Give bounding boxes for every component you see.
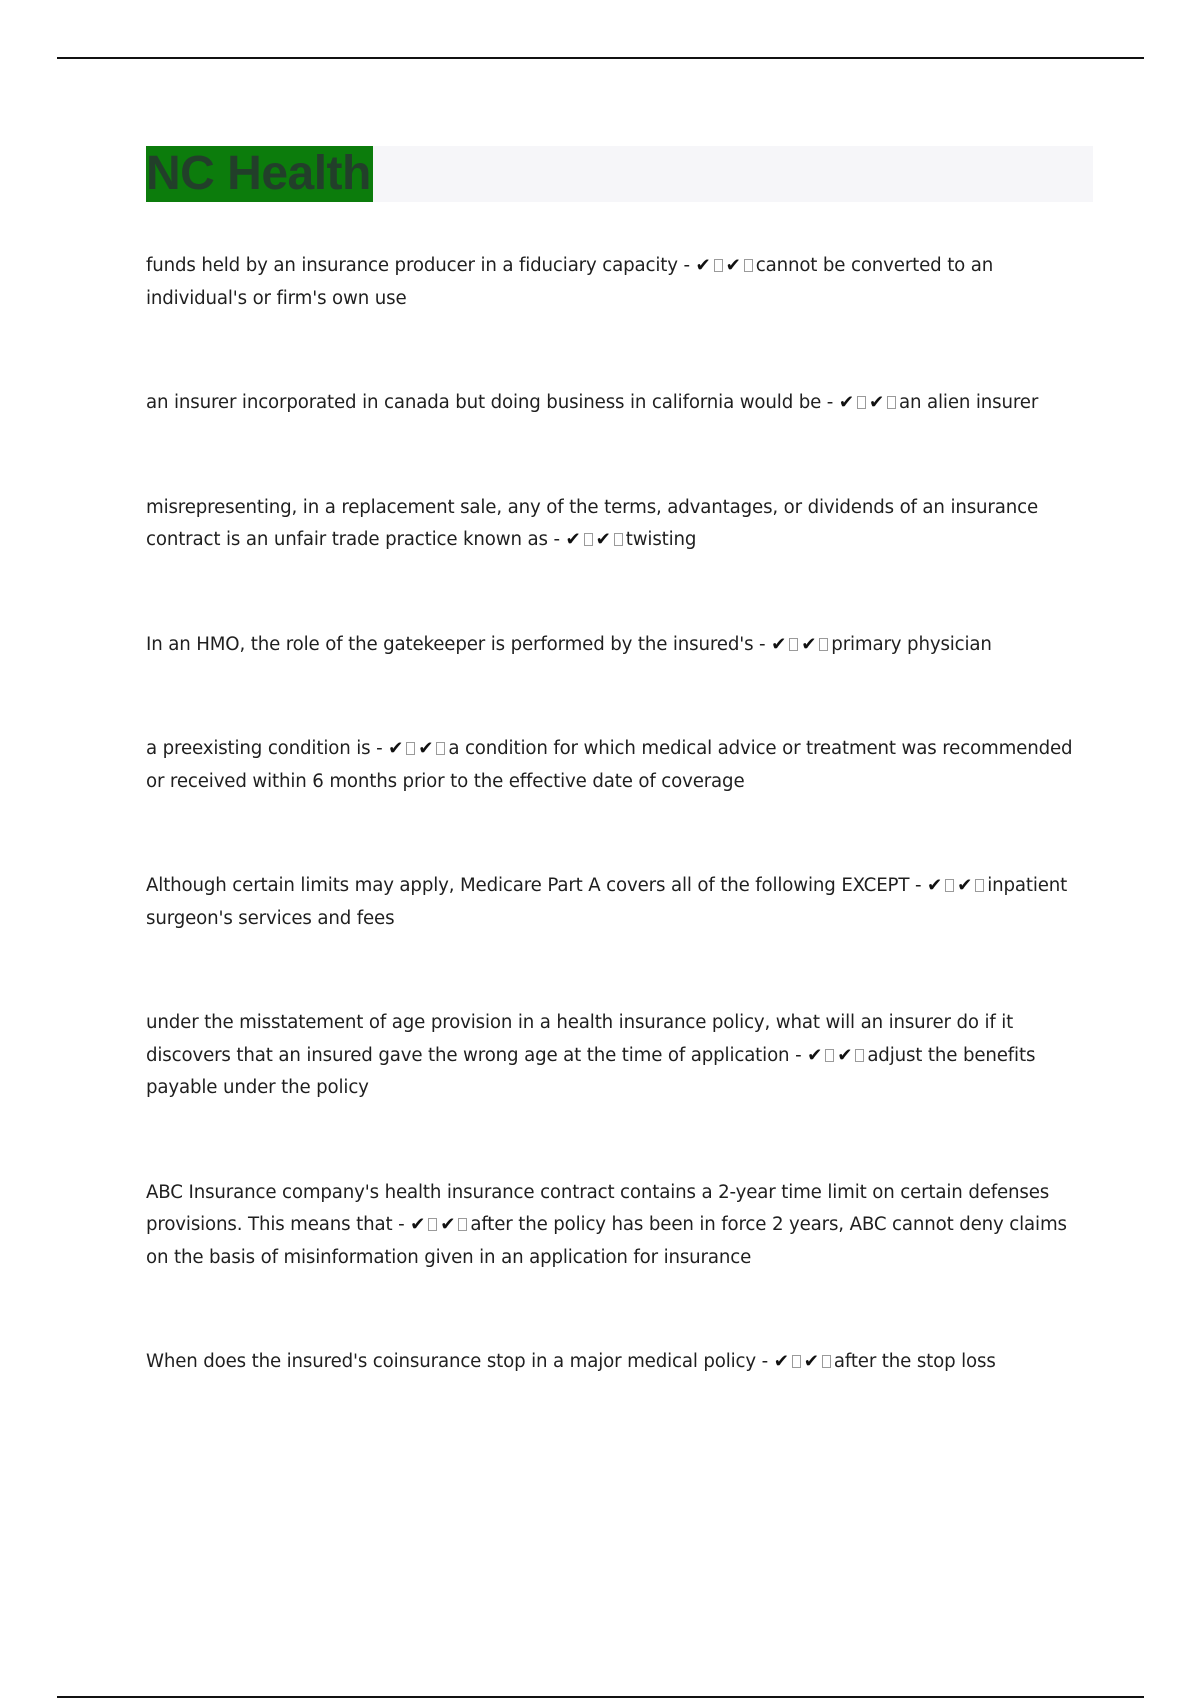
box-glyph-icon xyxy=(584,533,593,546)
answer-text: an alien insurer xyxy=(899,392,1039,413)
checkmark-icon: ✔ xyxy=(440,1214,456,1235)
box-glyph-icon xyxy=(744,259,753,272)
question-text: Although certain limits may apply, Medicare Part A covers all of the following EXCEPT xyxy=(146,875,910,896)
qa-item xyxy=(146,870,1091,935)
qa-item xyxy=(146,387,1091,420)
qa-list xyxy=(146,250,1091,1451)
answer-text: cannot be converted to an individual's or firm's own use xyxy=(146,255,994,309)
checkmark-icon: ✔ xyxy=(595,529,611,550)
checkmark-icon: ✔ xyxy=(565,529,581,550)
question-text: a preexisting condition is xyxy=(146,738,371,759)
box-glyph-icon xyxy=(975,879,984,892)
box-glyph-icon xyxy=(855,1049,864,1062)
checkmark-icon: ✔ xyxy=(725,255,741,276)
separator: - xyxy=(821,392,839,413)
box-glyph-icon xyxy=(822,1355,831,1368)
question-text: funds held by an insurance producer in a fiduciary capacity xyxy=(146,255,678,276)
checkmark-icon: ✔ xyxy=(803,1351,819,1372)
answer-text: twisting xyxy=(625,529,697,550)
checkmark-icon: ✔ xyxy=(801,633,817,655)
separator: - xyxy=(909,875,927,896)
box-glyph-icon xyxy=(406,742,415,755)
answer-text: primary physician xyxy=(831,633,992,655)
box-glyph-icon xyxy=(789,638,798,651)
box-glyph-icon xyxy=(857,396,866,409)
checkmark-icon: ✔ xyxy=(838,392,854,413)
question-text: misrepresenting, in a replacement sale, any of the terms, advantages, or dividends of an insurance contract is an unfair trade practice known as xyxy=(146,496,1039,550)
checkmark-icon: ✔ xyxy=(418,738,434,759)
qa-item xyxy=(146,733,1091,798)
separator: - xyxy=(370,738,389,759)
qa-item xyxy=(146,629,1091,662)
bottom-rule xyxy=(57,1696,1144,1698)
answer-text: inpatient surgeon's services and fees xyxy=(146,875,1068,929)
separator: - xyxy=(756,1351,774,1372)
answer-text: after the policy has been in force 2 years, ABC cannot deny claims on the basis of misinformation given in an application for insurance xyxy=(146,1214,1067,1268)
box-glyph-icon xyxy=(614,533,623,546)
box-glyph-icon xyxy=(714,259,723,272)
answer-text: after the stop loss xyxy=(833,1351,996,1372)
checkmark-icon: ✔ xyxy=(388,738,404,759)
qa-item xyxy=(146,1177,1091,1275)
box-glyph-icon xyxy=(458,1218,467,1231)
question-text: In an HMO, the role of the gatekeeper is performed by the insured's xyxy=(146,633,754,655)
box-glyph-icon xyxy=(945,879,954,892)
checkmark-icon: ✔ xyxy=(957,875,973,896)
checkmark-icon: ✔ xyxy=(837,1044,853,1066)
question-text: When does the insured's coinsurance stop in a major medical policy xyxy=(146,1351,757,1372)
answer-text: adjust the benefits payable under the policy xyxy=(146,1044,1036,1098)
checkmark-icon: ✔ xyxy=(773,1351,789,1372)
checkmark-icon: ✔ xyxy=(807,1044,823,1066)
box-glyph-icon xyxy=(436,742,445,755)
separator: - xyxy=(753,633,772,655)
top-rule xyxy=(57,57,1144,59)
question-text: under the misstatement of age provision in a health insurance policy, what will an insurer do if it discovers that an insured gave the wrong age at the time of application xyxy=(146,1012,1014,1066)
separator: - xyxy=(789,1044,808,1066)
qa-item xyxy=(146,1007,1091,1105)
checkmark-icon: ✔ xyxy=(868,392,885,413)
checkmark-icon: ✔ xyxy=(771,633,787,655)
document-title: NC Health xyxy=(146,147,371,200)
box-glyph-icon xyxy=(825,1049,834,1062)
separator: - xyxy=(677,255,696,276)
qa-item xyxy=(146,250,1091,315)
qa-item xyxy=(146,492,1091,557)
box-glyph-icon xyxy=(428,1218,437,1231)
answer-text: a condition for which medical advice or treatment was recommended or received within 6 months prior to the effective date of coverage xyxy=(146,738,1073,792)
separator: - xyxy=(392,1214,411,1235)
checkmark-icon: ✔ xyxy=(927,875,943,896)
box-glyph-icon xyxy=(887,396,896,409)
separator: - xyxy=(547,529,566,550)
qa-item xyxy=(146,1346,1091,1379)
checkmark-icon: ✔ xyxy=(410,1214,426,1235)
question-text: an insurer incorporated in canada but doing business in california would be xyxy=(146,392,822,413)
question-text: ABC Insurance company's health insurance contract contains a 2-year time limit on certain defenses provisions. This means that xyxy=(146,1181,1050,1235)
checkmark-icon: ✔ xyxy=(695,255,711,276)
box-glyph-icon xyxy=(819,638,828,651)
box-glyph-icon xyxy=(792,1355,801,1368)
